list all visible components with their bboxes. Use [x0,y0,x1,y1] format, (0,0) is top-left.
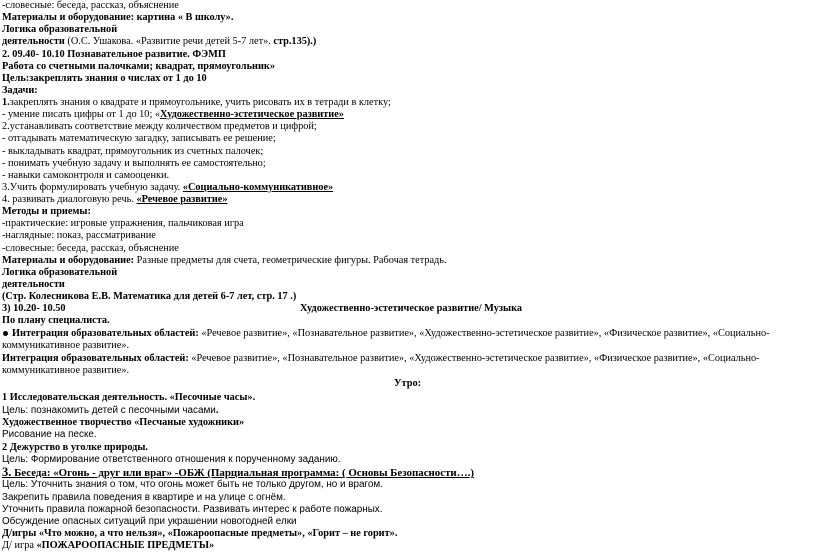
task-line [2,97,391,109]
task-text: - умение писать цифры от 1 до 10; « [2,109,161,121]
art-activity-text: Рисование на песке. [2,429,97,440]
area-tag: Художественно-эстетическое развитие» [160,109,344,121]
activity-title: 1 Исследовательская деятельность. «Песочные часы» [2,391,253,403]
task-line: - навыки самоконтроля и самооценки. [2,169,170,181]
task-line: - понимать учебную задачу и выполнять ее самостоятельно; [2,157,266,169]
session-2-goal: Цель:закреплять знания о числах от 1 до 10 [2,72,207,84]
area-tag: «Социально-коммуникативное» [182,181,334,193]
logic-page: стр.135).) [273,36,317,48]
materials-line [2,255,447,267]
activity-line [2,392,255,404]
task-line [2,182,333,194]
task-text: 3.Учить формулировать учебную задачу. [2,181,183,193]
session-2-heading: 2. 09.40- 10.10 Познавательное развитие. ФЭМП [2,48,226,60]
games-line: Д/игры «Что можно, а что нельзя», «Пожароопасные предметы», «Горит – не горит». [2,527,398,539]
logic-heading: Логика образовательной [2,266,118,278]
goal-period: . [215,404,219,416]
integration-line: коммуникативное развитие». [2,364,130,376]
integration-line [2,328,770,340]
goal-text: Цель: познакомить детей с песочными часами [2,404,216,416]
method-line: -практические: игровые упражнения, пальчиковая игра [2,218,244,230]
game-title: «ПОЖАРООПАСНЫЕ ПРЕДМЕТЫ» [36,540,215,551]
session-2-topic: Работа со счетными палочками; квадрат, прямоугольник» [2,60,275,72]
logic-heading: Логика образовательной [2,24,118,36]
duty-goal: Цель: Формирование ответственного отношения к порученному заданию. [2,454,341,466]
integration-text: «Речевое развитие», «Познавательное развитие», «Художественно-эстетическое развитие», «Физическое развитие», «Социально- [188,352,760,364]
text-line: -словесные: беседа, рассказ, объяснение [2,0,179,11]
logic-label: деятельности [2,278,65,290]
area-tag: «Речевое развитие» [136,194,228,205]
conversation-text: Беседа: «Огонь - друг или враг» -ОБЖ (Парциальная программа: ( Основы Безопасности….) [11,467,474,480]
integration-label: Интеграция образовательных областей: [2,352,189,364]
conversation-line: Уточнить правила пожарной безопасности. Развивать интерес к работе пожарных. [2,503,383,515]
task-line: 2.устанавливать соответствие между количеством предметов и цифрой; [2,121,317,133]
methods-heading: Методы и приемы: [2,206,91,218]
task-line [2,109,344,121]
integration-label: Интеграция образовательных областей: [12,328,199,340]
logic-source: (О.С. Ушакова. «Развитие речи детей 5-7 лет». [64,36,274,48]
task-text: 4. развивать диалоговую речь. [2,194,137,205]
logic-label: деятельности [2,36,65,48]
tasks-heading: Задачи: [2,84,38,96]
materials-label: Материалы и оборудование: [2,254,135,266]
activity-period: . [252,391,256,403]
task-text: закреплять знания о квадрате и прямоугольнике, учить рисовать их в тетради в клетку; [9,97,391,108]
materials-text: Разные предметы для счета, геометрические фигуры. Рабочая тетрадь. [134,254,447,266]
activity-goal [2,405,219,417]
conversation-line: Закрепить правила поведения в квартире и на улице с огнём. [2,491,286,503]
logic-source-line [2,36,316,48]
specialist-plan: По плану специалиста. [2,315,110,327]
method-line: -наглядные: показ, рассматривание [2,230,156,242]
task-line: - выкладывать квадрат, прямоугольник из счетных палочек; [2,145,264,157]
conversation-goal: Цель: Уточнить знания о том, что огонь может быть не только другом, но и врагом. [2,479,383,491]
session-3-time: 3) 10.20- 10.50 [2,303,66,315]
integration-line [2,353,760,365]
task-line: - отгадывать математическую загадку, записывать ее решение; [2,133,276,145]
integration-line: коммуникативное развитие». [2,340,130,352]
integration-text: «Речевое развитие», «Познавательное развитие», «Художественно-эстетическое развитие», «Физическое развитие», «Социально- [198,328,770,340]
bullet-icon [3,331,8,336]
conversation-line: Обсуждение опасных ситуаций при украшении новогодней елки [2,515,297,527]
duty-title: 2 Дежурство в уголке природы. [2,442,148,454]
task-line [2,194,227,206]
logic-source: (Стр. Колесникова Е.В. Математика для детей 6-7 лет, стр. 17 .) [2,291,297,302]
materials-heading: Материалы и оборудование: картина « В школу». [2,12,234,24]
game-label: Д/ игра [2,540,37,551]
method-line: -словесные: беседа, рассказ, объяснение [2,242,179,254]
session-3-title: Художественно-эстетическое развитие/ Музыка [300,303,523,315]
conversation-number: 3. [2,465,12,480]
conversation-title [2,466,474,479]
art-activity-title: Художественное творчество «Песчаные художники» [2,416,245,428]
task-number: 1. [2,97,10,108]
game-line [2,540,214,552]
morning-heading: Утро: [394,377,422,389]
